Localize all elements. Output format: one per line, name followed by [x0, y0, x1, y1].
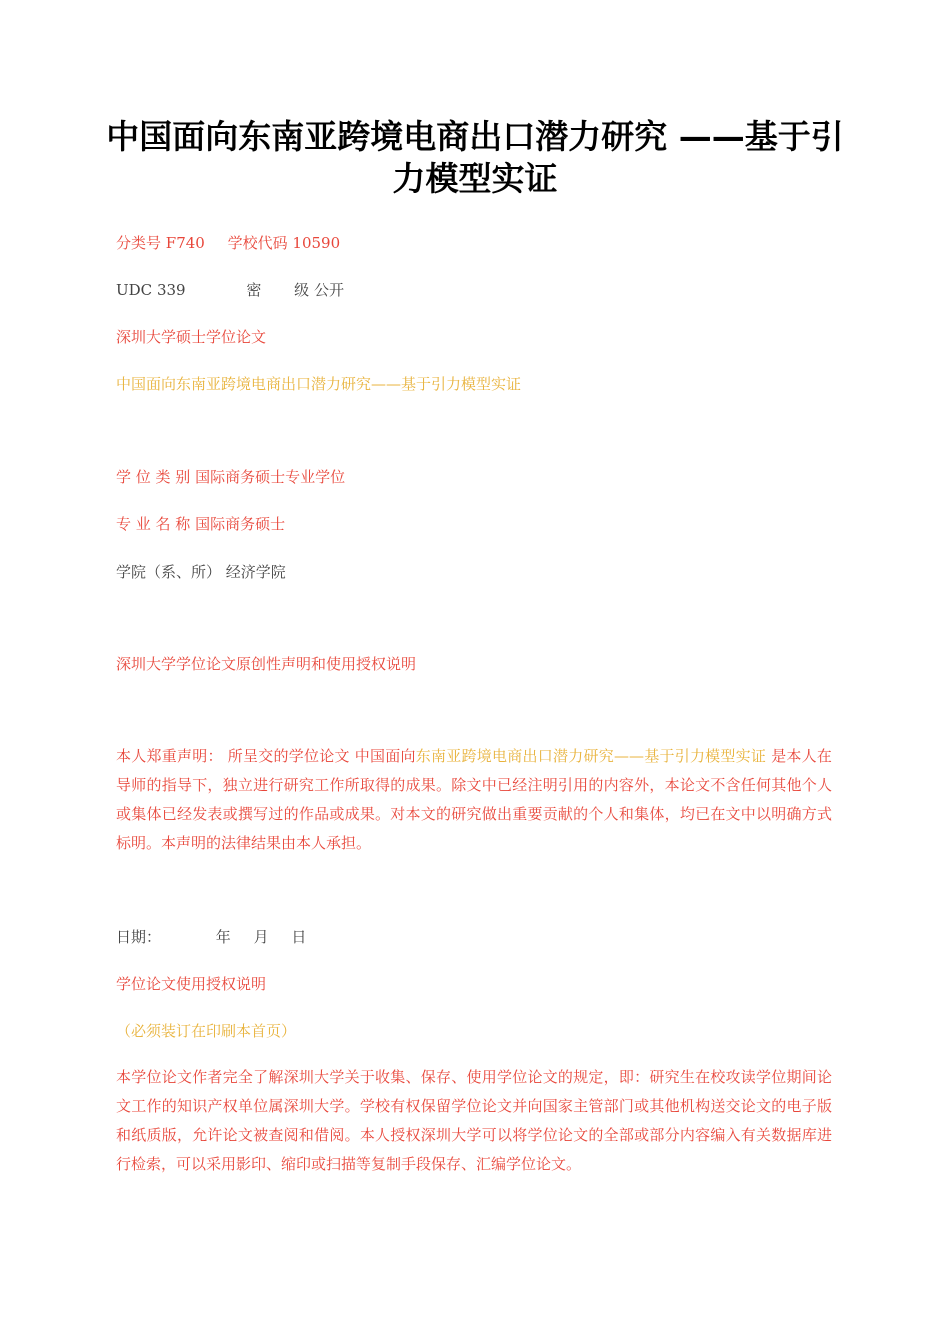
college-label: 学院（系、所）: [116, 563, 222, 581]
udc-value: 339: [156, 281, 186, 299]
major-label: 专 业 名 称: [116, 515, 191, 533]
college-line: [116, 562, 286, 582]
college-value: 经济学院: [225, 563, 286, 581]
date-month: 月: [253, 928, 269, 946]
page-title: 中国面向东南亚跨境电商出口潜力研究 ——基于引力模型实证: [106, 117, 844, 198]
major-value: 国际商务硕士: [195, 515, 286, 533]
authorization-note: （必须装订在印刷本首页）: [116, 1022, 297, 1040]
declaration-lead: 本人郑重声明：: [116, 747, 223, 765]
secrecy-value: 公开: [313, 281, 344, 299]
udc-line: [116, 280, 344, 300]
declaration-title-ref: 东南亚跨境电商出口潜力研究——基于引力模型实证: [415, 747, 767, 765]
thesis-subtitle: 中国面向东南亚跨境电商出口潜力研究——基于引力模型实证: [116, 375, 522, 393]
declaration-heading: 深圳大学学位论文原创性声明和使用授权说明: [116, 655, 417, 673]
declaration-part1: 所呈交的学位论文: [227, 747, 350, 765]
date-line: [116, 927, 306, 947]
school-code-label: 学校代码: [227, 234, 288, 252]
authorization-heading: 学位论文使用授权说明: [116, 975, 267, 993]
degree-category-line: [116, 467, 345, 487]
classification-value: F740: [165, 234, 205, 252]
school-code-value: 10590: [292, 234, 341, 252]
declaration-part2: 中国面向: [354, 747, 416, 765]
declaration-paragraph: [116, 742, 832, 858]
major-line: [116, 514, 285, 534]
classification-line: [116, 233, 340, 253]
degree-category-label: 学 位 类 别: [116, 468, 191, 486]
thesis-type: 深圳大学硕士学位论文: [116, 328, 267, 346]
degree-category-value: 国际商务硕士专业学位: [195, 468, 346, 486]
secrecy-label-2: 级: [294, 281, 310, 299]
date-year: 年: [215, 928, 231, 946]
date-day: 日: [291, 928, 307, 946]
authorization-paragraph: 本学位论文作者完全了解深圳大学关于收集、保存、使用学位论文的规定，即：研究生在校攻读学位期间论文工作的知识产权单位属深圳大学。学校有权保留学位论文并向国家主管部门或其他机构送交论文的电子版和纸质版，允许论文被查阅和借阅。本人授权深圳大学可以将学位论文的全部或部分内容编入有关数据库进行检索，可以采用影印、缩印或扫描等复制手段保存、汇编学位论文。: [116, 1068, 832, 1173]
udc-label: UDC: [116, 281, 153, 299]
declaration-rest: 是本人在导师的指导下，独立进行研究工作所取得的成果。除文中已经注明引用的内容外，本论文不含任何其他个人或集体已经发表或撰写过的作品或成果。对本文的研究做出重要贡献的个人和集体，均已在文中以明确方式标明。本声明的法律结果由本人承担。: [116, 747, 832, 852]
classification-label: 分类号: [116, 234, 162, 252]
secrecy-label-1: 密: [246, 281, 262, 299]
date-label: 日期：: [116, 928, 162, 946]
